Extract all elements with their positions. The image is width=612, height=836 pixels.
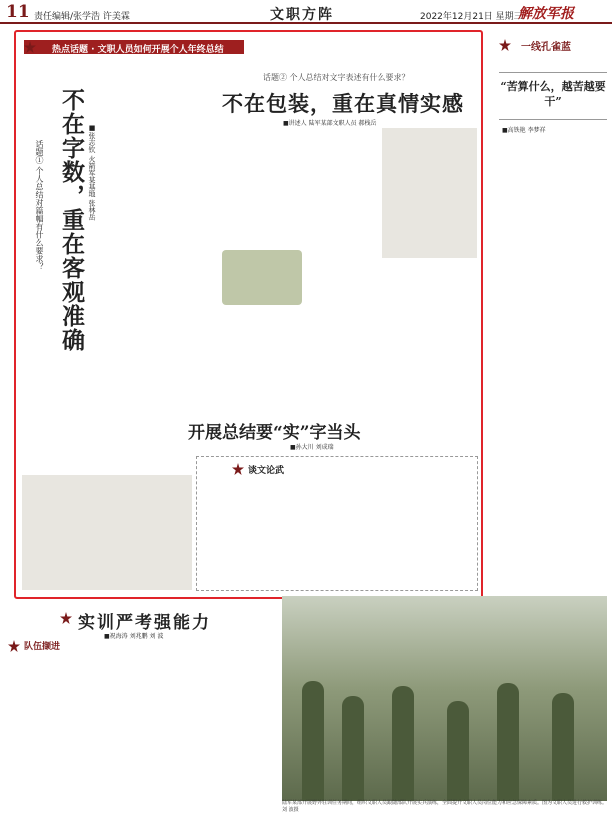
article2-body-lower [200,312,477,408]
column-label: 谈文论武 [248,466,285,476]
right-quote-title: “苦算什么，越苦越要干” [499,72,607,120]
article3-box [196,456,478,591]
date: 2022年12月21日 星期三 [420,12,523,22]
feature-banner: 热点话题 · 文职人员如何开展个人年终总结 [24,40,464,54]
section-title: 文职方阵 [270,7,334,23]
stamp-illustration [222,250,302,305]
soldier-illustration [22,475,192,590]
newspaper-logo: 解放军报 [518,6,574,22]
page-header [0,0,612,24]
article1-title: 不在字数，重在客观准确 [58,88,85,352]
bottom-column-label: 队伍撷进 [24,642,61,652]
article1-body [86,60,186,390]
article1-body-lower [22,392,186,472]
right-column-body [498,138,607,593]
article2-body [200,128,370,248]
photo-caption: 陆军某部开展野外驻训任务期间，组织文职人员跟随部队开展实兵演练，全面提升文职人员岗位能力和应急保障素质。图为文职人员进行救护训练。刘 波摄 [282,800,608,813]
article3-byline: ■孙大川 刘成瑞 [290,444,334,451]
article2-byline: ■讲述人 陆军某部文职人员 郝栈岳 [283,120,377,127]
article3-title: 开展总结要“实”字当头 [188,423,361,443]
soldier-cartoon [382,128,477,258]
right-byline: ■高铁艳 李梦祥 [502,127,546,134]
bottom-title: 实训严考强能力 [78,613,211,633]
article1-subtitle: 话题① 个人总结对篇幅有什么要求？ [35,140,44,271]
star-icon [60,612,72,624]
article1-byline: ■张志钦 火箭军某基地 张林岳 [88,124,96,221]
article2-title: 不在包装，重在真情实感 [222,91,464,116]
bottom-article-body [6,658,276,834]
article2-kicker: 话题② 个人总结对文字表述有什么要求？ [263,73,410,82]
bottom-byline: ■祝海涛 刘兆鹏 刘 波 [104,633,164,640]
right-column-title: 一线孔雀蓝 [521,42,571,53]
training-photo [282,596,607,801]
page-number: 11 [6,2,30,22]
editor-line: 责任编辑/张学浩 许美霖 [34,12,130,22]
